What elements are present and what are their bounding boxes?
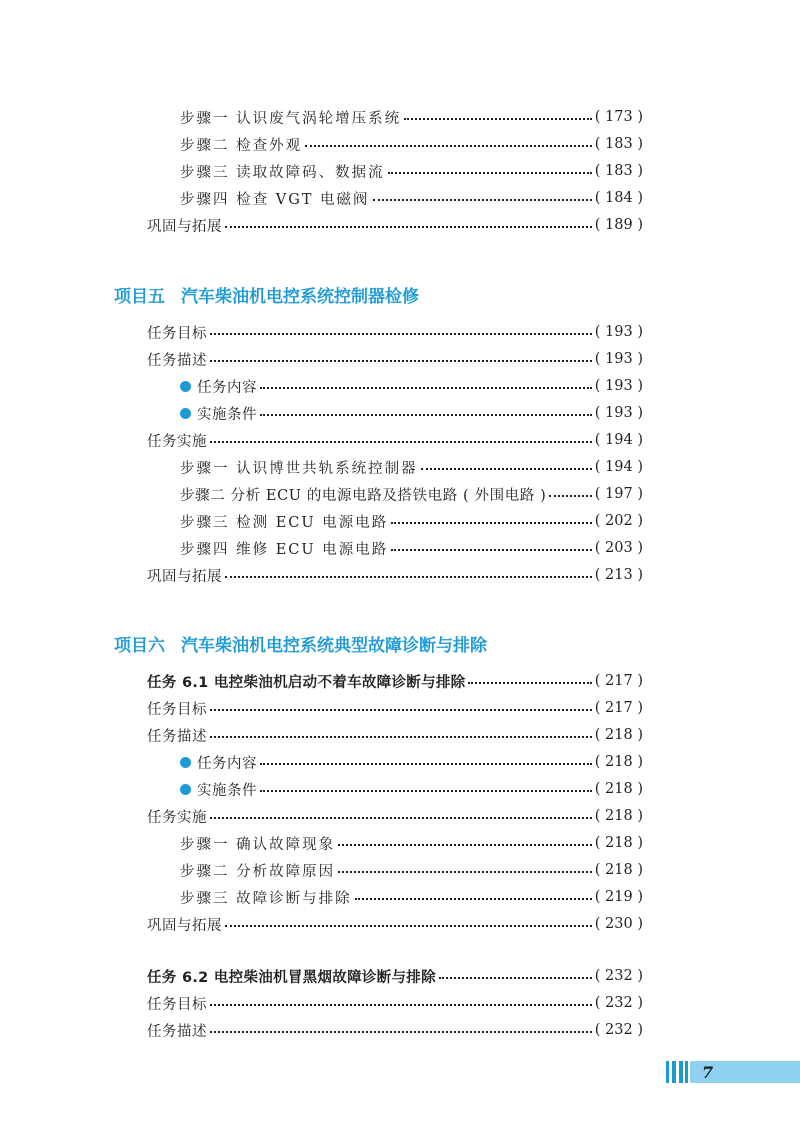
bullet-icon: [180, 408, 191, 419]
dot-leader: [338, 844, 592, 846]
toc-page-number: ( 184 ): [594, 190, 643, 206]
toc-entry[interactable]: [147, 321, 643, 343]
toc-page-number: ( 218 ): [594, 862, 643, 878]
decorative-stripe: [679, 1061, 683, 1083]
toc-page-number: ( 232 ): [594, 968, 643, 984]
dot-leader: [391, 549, 592, 551]
dot-leader: [305, 145, 592, 147]
dot-leader: [421, 468, 592, 470]
project-number: 项目六: [114, 635, 165, 656]
toc-entry-label: 任务目标: [147, 325, 207, 342]
dot-leader: [549, 495, 591, 497]
toc-entry[interactable]: [180, 778, 643, 800]
toc-page-number: ( 218 ): [594, 808, 643, 824]
toc-page-number: ( 197 ): [594, 486, 643, 502]
toc-entry-label: 任务描述: [147, 352, 207, 369]
dot-leader: [260, 414, 592, 416]
project-heading[interactable]: [114, 281, 419, 307]
toc-entry-label: 任务目标: [147, 996, 207, 1013]
toc-entry[interactable]: [180, 106, 643, 128]
bullet-icon: [180, 784, 191, 795]
dot-leader: [210, 441, 592, 443]
dot-leader: [391, 522, 592, 524]
dot-leader: [404, 118, 592, 120]
toc-page-number: ( 183 ): [594, 163, 643, 179]
toc-entry-label: 实施条件: [197, 782, 257, 799]
toc-entry-label: 步骤一 认识废气涡轮增压系统: [180, 110, 402, 127]
toc-page-number: ( 193 ): [594, 405, 643, 421]
project-heading[interactable]: [114, 630, 487, 656]
dot-leader: [225, 925, 592, 927]
toc-page-number: ( 232 ): [594, 995, 643, 1011]
dot-leader: [260, 387, 592, 389]
toc-entry-label: 步骤三 读取故障码、数据流: [180, 164, 385, 181]
toc-page-number: ( 193 ): [594, 378, 643, 394]
toc-entry[interactable]: [180, 510, 643, 532]
toc-entry-label: 步骤二 分析故障原因: [180, 863, 336, 880]
dot-leader: [210, 1004, 592, 1006]
toc-entry-label: 任务描述: [147, 728, 207, 745]
toc-page-number: ( 173 ): [594, 109, 643, 125]
dot-leader: [210, 333, 592, 335]
decorative-stripe: [666, 1061, 669, 1083]
toc-entry-label: 步骤四 检查 VGT 电磁阀: [180, 191, 370, 208]
toc-entry[interactable]: [147, 913, 643, 935]
dot-leader: [468, 682, 591, 684]
decorative-stripe: [685, 1061, 688, 1083]
dot-leader: [373, 199, 592, 201]
bullet-icon: [180, 381, 191, 392]
toc-entry-label: 任务实施: [147, 809, 207, 826]
dot-leader: [225, 226, 592, 228]
dot-leader: [260, 763, 592, 765]
dot-leader: [210, 360, 592, 362]
toc-page-number: ( 218 ): [594, 754, 643, 770]
toc-page-number: ( 183 ): [594, 136, 643, 152]
toc-page-number: ( 232 ): [594, 1022, 643, 1038]
toc-entry-label: 任务目标: [147, 701, 207, 718]
toc-entry[interactable]: [147, 992, 643, 1014]
dot-leader: [210, 709, 592, 711]
toc-page-number: ( 230 ): [594, 916, 643, 932]
toc-page-number: ( 194 ): [594, 432, 643, 448]
task-label: 任务 6.2 电控柴油机冒黑烟故障诊断与排除: [147, 969, 436, 986]
toc-entry-label: 巩固与拓展: [147, 568, 222, 585]
toc-page-number: ( 189 ): [594, 217, 643, 233]
toc-page-number: ( 213 ): [594, 567, 643, 583]
toc-entry[interactable]: [147, 348, 643, 370]
toc-entry[interactable]: [180, 886, 643, 908]
toc-entry-label: 巩固与拓展: [147, 218, 222, 235]
dot-leader: [210, 1031, 592, 1033]
bullet-icon: [180, 757, 191, 768]
toc-page-number: ( 217 ): [594, 700, 643, 716]
decorative-stripe: [672, 1061, 676, 1083]
toc-entry[interactable]: [180, 751, 643, 773]
toc-entry[interactable]: [147, 1019, 643, 1041]
task-label: 任务 6.1 电控柴油机启动不着车故障诊断与排除: [147, 674, 466, 691]
project-title: 汽车柴油机电控系统典型故障诊断与排除: [181, 635, 487, 656]
dot-leader: [439, 977, 592, 979]
task-entry[interactable]: [147, 965, 643, 987]
toc-entry[interactable]: [180, 160, 643, 182]
toc-page-number: ( 193 ): [594, 324, 643, 340]
toc-entry-label: 步骤一 认识博世共轨系统控制器: [180, 460, 418, 477]
toc-entry[interactable]: [180, 187, 643, 209]
toc-entry-label: 步骤一 确认故障现象: [180, 836, 336, 853]
toc-entry[interactable]: [147, 724, 643, 746]
toc-page-number: ( 219 ): [594, 889, 643, 905]
page-number: 7: [702, 1062, 714, 1082]
toc-entry[interactable]: [147, 429, 643, 451]
toc-entry[interactable]: [180, 402, 643, 424]
toc-entry-label: 步骤四 维修 ECU 电源电路: [180, 541, 389, 558]
toc-entry[interactable]: [180, 456, 643, 478]
toc-entry[interactable]: [147, 214, 643, 236]
toc-page-number: ( 217 ): [594, 673, 643, 689]
toc-entry[interactable]: [180, 859, 643, 881]
dot-leader: [355, 898, 592, 900]
task-entry[interactable]: [147, 670, 643, 692]
toc-entry[interactable]: [147, 697, 643, 719]
toc-entry-label: 任务实施: [147, 433, 207, 450]
toc-page-number: ( 218 ): [594, 781, 643, 797]
toc-page-number: ( 218 ): [594, 835, 643, 851]
toc-entry[interactable]: [180, 133, 643, 155]
toc-entry[interactable]: [180, 375, 643, 397]
dot-leader: [210, 736, 592, 738]
dot-leader: [260, 790, 592, 792]
toc-page-number: ( 193 ): [594, 351, 643, 367]
dot-leader: [388, 172, 592, 174]
toc-page-number: ( 202 ): [594, 513, 643, 529]
toc-entry-label: 任务内容: [197, 755, 257, 772]
toc-entry-label: 巩固与拓展: [147, 917, 222, 934]
toc-entry-label: 任务内容: [197, 379, 257, 396]
dot-leader: [210, 817, 592, 819]
toc-entry[interactable]: [180, 483, 643, 505]
toc-entry-label: 步骤三 故障诊断与排除: [180, 890, 352, 907]
page-number-tab: [666, 1061, 800, 1083]
project-number: 项目五: [114, 286, 165, 307]
toc-entry[interactable]: [147, 805, 643, 827]
toc-entry[interactable]: [180, 537, 643, 559]
toc-entry-label: 实施条件: [197, 406, 257, 423]
toc-entry-label: 步骤二 检查外观: [180, 137, 303, 154]
toc-entry[interactable]: [147, 564, 643, 586]
project-title: 汽车柴油机电控系统控制器检修: [181, 286, 419, 307]
toc-entry-label: 步骤三 检测 ECU 电源电路: [180, 514, 389, 531]
toc-entry[interactable]: [180, 832, 643, 854]
toc-entry-label: 任务描述: [147, 1023, 207, 1040]
toc-page-number: ( 194 ): [594, 459, 643, 475]
toc-entry-label: 步骤二 分析 ECU 的电源电路及搭铁电路 ( 外围电路 ): [180, 487, 547, 504]
toc-page-number: ( 218 ): [594, 727, 643, 743]
page-number-box: [690, 1061, 800, 1083]
toc-page-number: ( 203 ): [594, 540, 643, 556]
dot-leader: [338, 871, 592, 873]
dot-leader: [225, 576, 592, 578]
